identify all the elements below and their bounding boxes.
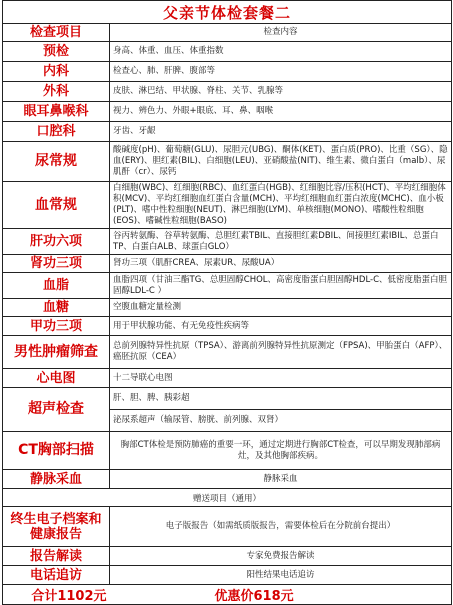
item-content: 身高、体重、血压、体重指数 <box>110 42 452 62</box>
item-name: 肝功六项 <box>3 229 110 255</box>
item-content: 泌尿系超声（输尿管、膀胱、前列腺、双肾） <box>110 410 452 432</box>
package-table <box>2 0 452 605</box>
item-name: 电话追访 <box>3 566 110 585</box>
item-content: 用于甲状腺功能、有无免疫性疾病等 <box>110 317 452 336</box>
item-name: 甲功三项 <box>3 317 110 336</box>
item-content: 牙齿、牙龈 <box>110 122 452 142</box>
header-content: 检查内容 <box>110 24 452 42</box>
item-content: 酸碱度(pH)、葡萄糖(GLU)、尿胆元(UBG)、酮体(KET)、蛋白质(PRO)、比重（SG）、隐血(ERY)、胆红素(BIL)、白细胞(LEU)、亚硝酸盐(NIT)、维生素、微白蛋白（malb）、尿肌酐（cr）、尿钙 <box>110 142 452 182</box>
item-name: 报告解读 <box>3 547 110 566</box>
item-content: 胸部CT体检是预防肺癌的重要一环，通过定期进行胸部CT检查，可以早期发现肺部病灶，及其他胸部疾病。 <box>110 432 452 470</box>
gift-heading: 赠送项目（通用） <box>3 489 452 507</box>
item-content: 电子版报告（如需纸质版报告，需要体检后在分院前台提出） <box>110 507 452 547</box>
item-name: 预检 <box>3 42 110 62</box>
item-name: CT胸部扫描 <box>3 432 110 470</box>
total-price: 合计1102元 <box>31 589 107 604</box>
item-name: 尿常规 <box>3 142 110 182</box>
item-name: 终生电子档案和健康报告 <box>3 507 110 547</box>
item-name: 外科 <box>3 82 110 102</box>
item-content: 专家免费报告解读 <box>110 547 452 566</box>
item-content: 皮肤、淋巴结、甲状腺、脊柱、关节、乳腺等 <box>110 82 452 102</box>
item-content: 总前列腺特异性抗原（TPSA）、游离前列腺特异性抗原测定（FPSA)、甲胎蛋白（AFP）、癌胚抗原（CEA） <box>110 336 452 369</box>
item-content: 谷丙转氨酶、谷草转氨酶、总胆红素TBIL、直接胆红素DBIL、间接胆红素IBIL、总蛋白TP、白蛋白ALB、球蛋白GLO） <box>110 229 452 255</box>
item-content: 检查心、肺、肝脾、腹部等 <box>110 62 452 82</box>
package-title: 父亲节体检套餐二 <box>3 1 452 24</box>
item-name: 血脂 <box>3 273 110 299</box>
package-sheet <box>2 0 451 605</box>
item-content: 静脉采血 <box>110 470 452 489</box>
item-content: 肝、胆、脾、胰彩超 <box>110 388 452 410</box>
item-content: 阳性结果电话追访 <box>110 566 452 585</box>
discount-price: 优惠价618元 <box>214 589 294 604</box>
item-content: 空腹血糖定量检测 <box>110 299 452 317</box>
item-name: 眼耳鼻喉科 <box>3 102 110 122</box>
item-content: 视力、辨色力、外眼+眼底、耳、鼻、咽喉 <box>110 102 452 122</box>
item-name: 超声检查 <box>3 388 110 432</box>
item-name: 男性肿瘤筛查 <box>3 336 110 369</box>
item-name: 血糖 <box>3 299 110 317</box>
item-content: 白细胞(WBC)、红细胞(RBC)、血红蛋白(HGB)、红细胞比容/压积(HCT)、平均红细胞体积(MCV)、平均红细胞血红蛋白含量(MCH)、平均红细胞血红蛋白浓度(MCHC)、血小板(PLT)、嗜中性粒细胞(NEUT)、淋巴细胞(LYM)、单核细胞(MONO)、嗜酸性粒细胞(EOS)、嗜碱性粒细胞(BASO) <box>110 182 452 229</box>
item-name: 心电图 <box>3 369 110 388</box>
item-content: 血脂四项（甘油三酯TG、总胆固醇CHOL、高密度脂蛋白胆固醇HDL-C、低密度脂蛋白胆固醇LDL-C ） <box>110 273 452 299</box>
item-content: 十二导联心电图 <box>110 369 452 388</box>
item-name: 静脉采血 <box>3 470 110 489</box>
header-item: 检查项目 <box>3 24 110 42</box>
item-name: 内科 <box>3 62 110 82</box>
item-name: 肾功三项 <box>3 255 110 273</box>
item-content: 肾功三项（肌酐CREA、尿素UR、尿酸UA） <box>110 255 452 273</box>
item-name: 血常规 <box>3 182 110 229</box>
item-name: 口腔科 <box>3 122 110 142</box>
